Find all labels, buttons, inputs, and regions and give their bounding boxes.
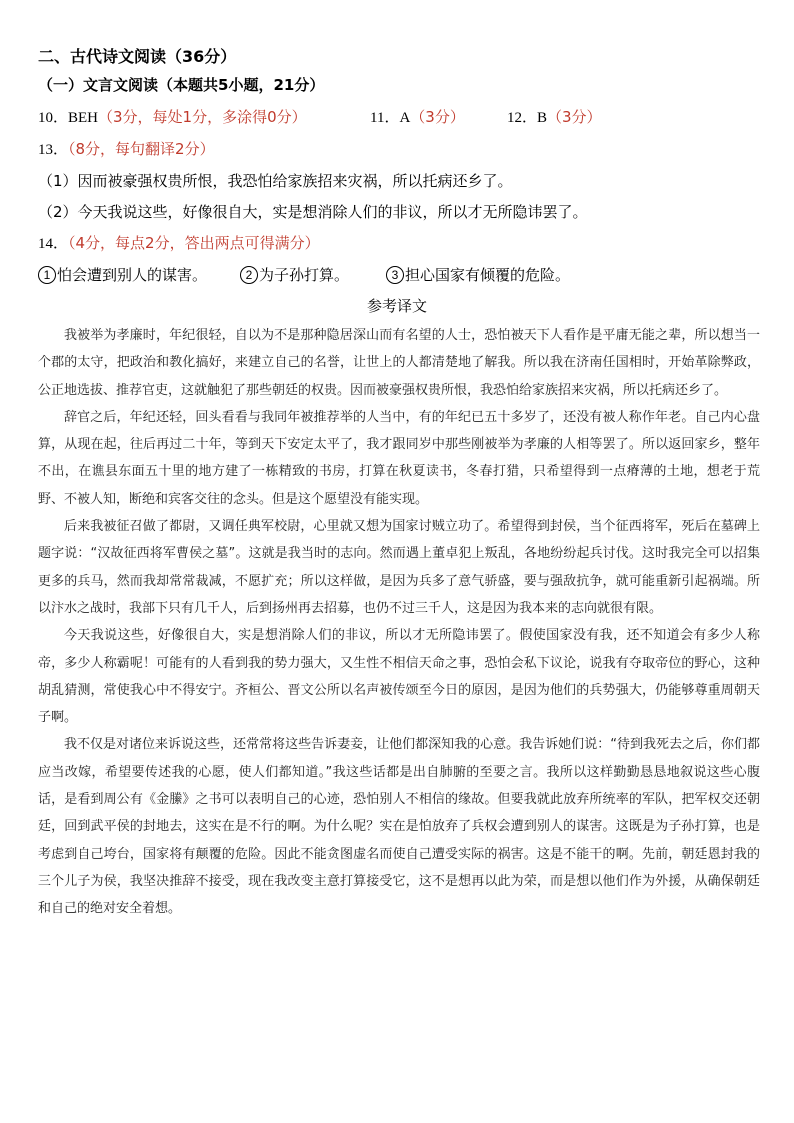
q14-point-1 bbox=[38, 264, 207, 285]
q11-answer bbox=[370, 106, 465, 127]
translation-paragraph-2: 辞官之后，年纪还轻，回头看看与我同年被推荐举的人当中，有的年纪已五十多岁了，还没有被人称作年老。自己内心盘算，从现在起，往后再过二十年，等到天下安定太平了，我才跟同岁中那些刚被举为孝廉的人相等罢了。所以返回家乡，整年不出，在谯县东面五十里的地方建了一栋精致的书房，打算在秋夏读书，冬春打猎，只希望得到一点瘠薄的土地，想老于荒野、不被人知，断绝和宾客交往的念头。但是这个愿望没有能实现。 bbox=[38, 409, 760, 507]
translation-body bbox=[38, 322, 760, 923]
circled-number-2: 2 bbox=[240, 266, 258, 284]
translation-title: 参考译文 bbox=[366, 297, 427, 315]
q11-score: （3分） bbox=[410, 108, 465, 126]
q12-label: 12．B bbox=[507, 110, 548, 126]
subsection-heading: （一）文言文阅读（本题共5小题，21分） bbox=[38, 76, 325, 94]
translation-paragraph-1: 我被举为孝廉时，年纪很轻，自以为不是那种隐居深山而有名望的人士，恐怕被天下人看作是平庸无能之辈，所以想当一个郡的太守，把政治和教化搞好，来建立自己的名誉，让世上的人都清楚地了解我。所以我在济南任国相时，开始革除弊政，公正地选拔、推荐官吏，这就触犯了那些朝廷的权贵。因而被豪强权贵所恨，我恐怕给家族招来灾祸，所以托病还乡了。 bbox=[38, 328, 760, 398]
q10-label: 10．BEH bbox=[38, 110, 99, 126]
q12-score: （3分） bbox=[547, 108, 602, 126]
q10-score: （3分，每处1分，多涂得0分） bbox=[98, 108, 307, 126]
q11-label: 11．A bbox=[370, 110, 411, 126]
q14-header bbox=[38, 232, 320, 253]
q14-point-text: 担心国家有倾覆的危险。 bbox=[405, 266, 571, 284]
q14-label: 14． bbox=[38, 236, 69, 252]
q14-point-text: 怕会遭到别人的谋害。 bbox=[57, 266, 208, 284]
q14-point-3 bbox=[386, 264, 570, 285]
circled-number-1: 1 bbox=[38, 266, 56, 284]
section-heading: 二、古代诗文阅读（36分） bbox=[38, 47, 237, 66]
q14-score: （4分，每点2分，答出两点可得满分） bbox=[68, 234, 320, 252]
translation-paragraph-5: 我不仅是对诸位来诉说这些，还常常将这些告诉妻妾，让他们都深知我的心意。我告诉她们说：“待到我死去之后，你们都应当改嫁，希望要传述我的心愿，使人们都知道。”我这些话都是出自肺腑的至要之言。我所以这样勤勤恳恳地叙说这些心腹话，是看到周公有《金縢》之书可以表明自己的心迹，恐怕别人不相信的缘故。但要我就此放弃所统率的军队，把军权交还朝廷，回到武平侯的封地去，这实在是不行的啊。为什么呢？实在是怕放弃了兵权会遭到别人的谋害。这既是为子孙打算，也是考虑到自己垮台，国家将有颠覆的危险。因此不能贪图虚名而使自己遭受实际的祸害。这是不能干的啊。先前，朝廷恩封我的三个儿子为侯，我坚决推辞不接受，现在我改变主意打算接受它，这不是想再以此为荣，而是想以他们作为外援，从确保朝廷和自己的绝对安全着想。 bbox=[38, 737, 760, 917]
q14-point-2 bbox=[240, 264, 349, 285]
q13-label: 13． bbox=[38, 142, 69, 158]
q12-answer bbox=[507, 106, 602, 127]
q13-score: （8分，每句翻译2分） bbox=[68, 140, 215, 158]
q14-point-text: 为子孙打算。 bbox=[259, 266, 350, 284]
translation-paragraph-3: 后来我被征召做了都尉，又调任典军校尉，心里就又想为国家讨贼立功了。希望得到封侯，当个征西将军，死后在墓碑上题字说：“汉故征西将军曹侯之墓”。这就是我当时的志向。然而遇上董卓犯上叛乱，各地纷纷起兵讨伐。这时我完全可以招集更多的兵马，然而我却常常裁减，不愿扩充；所以这样做，是因为兵多了意气骄盛，要与强敌抗争，就可能重新引起祸端。所以汴水之战时，我部下只有几千人，后到扬州再去招募，也仍不过三千人，这是因为我本来的志向就很有限。 bbox=[38, 519, 760, 616]
q13-answer-2: （2）今天我说这些，好像很自大，实是想消除人们的非议，所以才无所隐讳罢了。 bbox=[38, 203, 588, 221]
q10-answer bbox=[38, 106, 307, 127]
translation-paragraph-4: 今天我说这些，好像很自大，实是想消除人们的非议，所以才无所隐讳罢了。假使国家没有我，还不知道会有多少人称帝，多少人称霸呢！可能有的人看到我的势力强大，又生性不相信天命之事，恐怕会私下议论，说我有夺取帝位的野心，这种胡乱猜测，常使我心中不得安宁。齐桓公、晋文公所以名声被传颂至今日的原因，是因为他们的兵势强大，仍能够尊重周朝天子啊。 bbox=[38, 628, 760, 726]
q13-answer-1: （1）因而被豪强权贵所恨，我恐怕给家族招来灾祸，所以托病还乡了。 bbox=[38, 172, 513, 190]
circled-number-3: 3 bbox=[386, 266, 404, 284]
q13-header bbox=[38, 138, 215, 159]
